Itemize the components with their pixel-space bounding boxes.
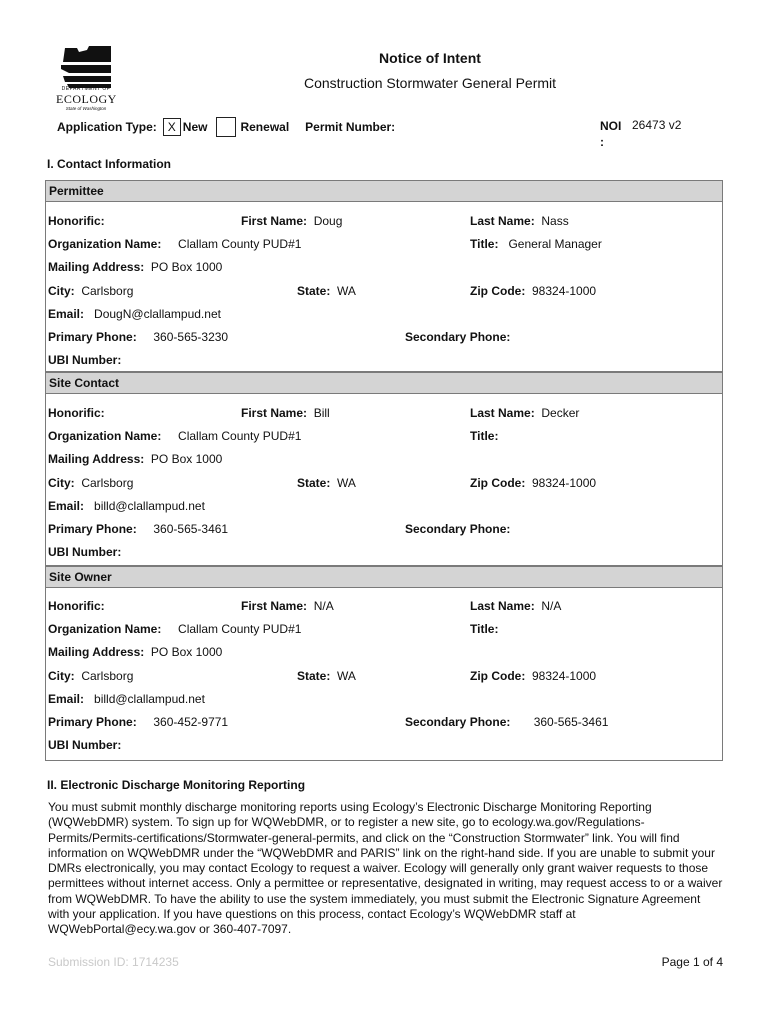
permittee-secondary-phone-field: Secondary Phone: bbox=[405, 330, 511, 344]
logo-name-text: ECOLOGY bbox=[56, 92, 117, 106]
permittee-city-field: City: Carlsborg bbox=[48, 284, 134, 298]
permit-number-label: Permit Number: bbox=[305, 120, 396, 134]
permittee-org-field: Organization Name: Clallam County PUD#1 bbox=[48, 237, 302, 251]
application-type-row bbox=[57, 116, 395, 138]
section-edmr-heading: II. Electronic Discharge Monitoring Reporting bbox=[47, 778, 306, 792]
noi-value: 26473 v2 bbox=[632, 118, 682, 132]
permittee-primary-phone-field: Primary Phone: 360-565-3230 bbox=[48, 330, 229, 344]
site-contact-city-field: City: Carlsborg bbox=[48, 476, 134, 490]
site-contact-mailing-field: Mailing Address: PO Box 1000 bbox=[48, 452, 223, 466]
site-contact-first-name-field: First Name: Bill bbox=[241, 406, 330, 420]
page-title: Notice of Intent bbox=[379, 50, 481, 66]
renewal-checkbox[interactable] bbox=[216, 117, 236, 137]
site-contact-primary-phone-field: Primary Phone: 360-565-3461 bbox=[48, 522, 229, 536]
new-checkbox[interactable]: X bbox=[163, 118, 181, 136]
permittee-first-name-field: First Name: Doug bbox=[241, 214, 343, 228]
site-contact-ubi-field: UBI Number: bbox=[48, 545, 122, 559]
new-label: New bbox=[182, 120, 208, 134]
edmr-paragraph: You must submit monthly discharge monitoring reports using Ecology’s Electronic Discharge Monitoring Reporting (WQWebDMR) system. To sign up for WQWebDMR, or to register a new site, go to ecology.wa.gov/Regulations-Permits/Permits-certifications/Stormwater-general-permits, and click on the “Construction Stormwater” link. You will find information on WQWebDMR under the “WQWebDMR and PARIS” link on the right-hand side. If you are unable to submit your DMRs electronically, you may contact Ecology to request a waiver. Ecology will generally only grant waiver requests to those permittees without internet access. Only a permittee or representative, designated in writing, may request access to or a waiver from WQWebDMR. To have the ability to use the system immediately, you must submit the Electronic Signature Agreement with your application. If you have questions on this process, contact Ecology’s WQWebDMR staff at WQWebPortal@ecy.wa.gov or 360-407-7097. bbox=[48, 800, 723, 937]
site-owner-honorific-field: Honorific: bbox=[48, 599, 105, 613]
site-owner-secondary-phone-field: Secondary Phone: 360-565-3461 bbox=[405, 715, 609, 729]
site-owner-first-name-field: First Name: N/A bbox=[241, 599, 334, 613]
permittee-mailing-field: Mailing Address: PO Box 1000 bbox=[48, 260, 223, 274]
noi-label: NOI : bbox=[600, 119, 622, 149]
site-contact-email-field: Email: billd@clallampud.net bbox=[48, 499, 205, 513]
site-owner-city-field: City: Carlsborg bbox=[48, 669, 134, 683]
site-contact-state-field: State: WA bbox=[297, 476, 356, 490]
site-owner-last-name-field: Last Name: N/A bbox=[470, 599, 562, 613]
logo-state-text: State of Washington bbox=[65, 106, 107, 111]
permittee-honorific-field: Honorific: bbox=[48, 214, 105, 228]
site-owner-org-field: Organization Name: Clallam County PUD#1 bbox=[48, 622, 302, 636]
site-owner-ubi-field: UBI Number: bbox=[48, 738, 122, 752]
washington-state-logo-icon bbox=[59, 46, 113, 90]
ecology-logo bbox=[56, 46, 116, 112]
site-contact-secondary-phone-field: Secondary Phone: bbox=[405, 522, 511, 536]
logo-dept-text: DEPARTMENT OF bbox=[61, 86, 111, 92]
site-owner-band: Site Owner bbox=[46, 567, 722, 588]
application-type-label: Application Type: bbox=[57, 120, 157, 134]
site-contact-last-name-field: Last Name: Decker bbox=[470, 406, 580, 420]
site-contact-zip-field: Zip Code: 98324-1000 bbox=[470, 476, 597, 490]
permittee-ubi-field: UBI Number: bbox=[48, 353, 122, 367]
renewal-label: Renewal bbox=[240, 120, 290, 134]
site-contact-org-field: Organization Name: Clallam County PUD#1 bbox=[48, 429, 302, 443]
permittee-email-field: Email: DougN@clallampud.net bbox=[48, 307, 221, 321]
permittee-zip-field: Zip Code: 98324-1000 bbox=[470, 284, 597, 298]
site-contact-honorific-field: Honorific: bbox=[48, 406, 105, 420]
permittee-state-field: State: WA bbox=[297, 284, 356, 298]
site-owner-mailing-field: Mailing Address: PO Box 1000 bbox=[48, 645, 223, 659]
site-owner-email-field: Email: billd@clallampud.net bbox=[48, 692, 205, 706]
site-owner-state-field: State: WA bbox=[297, 669, 356, 683]
permittee-last-name-field: Last Name: Nass bbox=[470, 214, 569, 228]
site-owner-primary-phone-field: Primary Phone: 360-452-9771 bbox=[48, 715, 229, 729]
section-contact-information-heading: I. Contact Information bbox=[47, 157, 171, 171]
permittee-title-field: Title: General Manager bbox=[470, 237, 602, 251]
site-contact-band: Site Contact bbox=[46, 373, 722, 394]
page-subtitle: Construction Stormwater General Permit bbox=[303, 75, 557, 91]
site-contact-title-field: Title: bbox=[470, 429, 499, 443]
permittee-band: Permittee bbox=[46, 181, 722, 202]
site-owner-title-field: Title: bbox=[470, 622, 499, 636]
submission-id: Submission ID: 1714235 bbox=[48, 955, 179, 969]
page-number: Page 1 of 4 bbox=[661, 955, 723, 969]
site-owner-zip-field: Zip Code: 98324-1000 bbox=[470, 669, 597, 683]
